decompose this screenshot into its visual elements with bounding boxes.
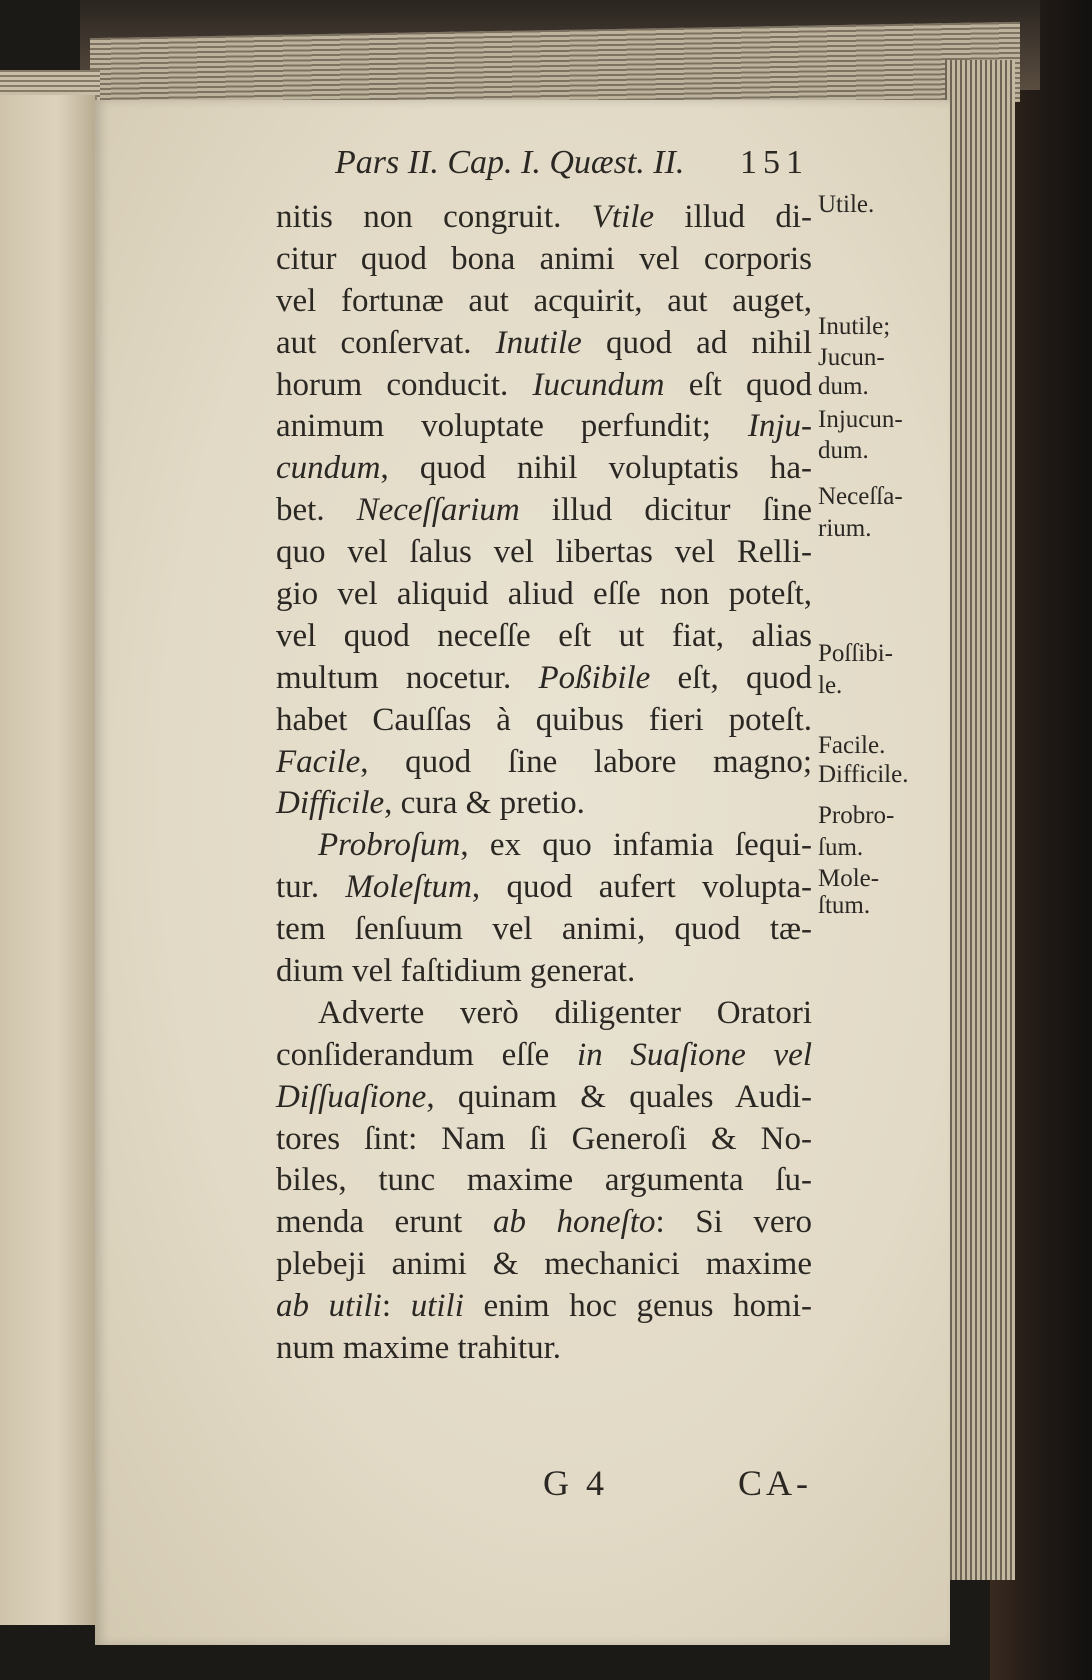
margin-note: Inutile; [818, 313, 891, 340]
italic-term: Probroſum [318, 827, 461, 864]
text-run: , ex quo infamia ſequi- [460, 827, 812, 864]
italic-term: cundum [276, 450, 381, 487]
margin-note: ſum. [818, 834, 864, 861]
text-line [276, 281, 812, 323]
text-line [276, 574, 812, 616]
signature-mark: G 4 [543, 1463, 608, 1503]
italic-term: ab utili [276, 1288, 382, 1325]
text-run: animum voluptate perfundit; [276, 408, 748, 445]
margin-note: Utile. [818, 191, 875, 218]
text-run: , quinam & quales Audi- [426, 1078, 812, 1115]
text-run: : [381, 1288, 411, 1325]
text-line [276, 825, 812, 867]
text-run: quo vel ſalus vel libertas vel Relli- [276, 534, 812, 571]
text-run: tem ſenſuum vel animi, quod tæ- [276, 911, 812, 948]
text-run: Adverte verò diligenter Oratori [318, 994, 812, 1031]
margin-note: dum. [818, 437, 869, 464]
text-run: : Si vero [655, 1204, 813, 1241]
text-line [276, 993, 812, 1035]
text-line [276, 867, 812, 909]
margin-note: Neceſſa- [818, 483, 903, 510]
italic-term: Neceſſarium [356, 492, 520, 529]
text-line [276, 1160, 812, 1202]
margin-note: ſtum. [818, 892, 871, 919]
text-line [276, 1286, 812, 1328]
text-run: aut conſervat. [276, 324, 496, 361]
italic-term: in Suaſione vel [576, 1036, 812, 1073]
text-line [276, 783, 812, 825]
page-number: 151 [740, 144, 809, 181]
text-run: enim hoc genus homi- [463, 1288, 812, 1325]
catchword: CA- [738, 1463, 812, 1503]
text-run: menda erunt [276, 1204, 493, 1241]
text-line [276, 700, 812, 742]
margin-note: Jucun- [818, 344, 885, 371]
italic-term: Iucundum [532, 366, 665, 403]
text-run: , cura & pretio. [384, 785, 585, 822]
text-line [276, 742, 812, 784]
text-line [276, 406, 812, 448]
text-line [276, 1202, 812, 1244]
margin-note: le. [818, 672, 843, 699]
text-run: habet Cauſſas à quibus fieri poteſt. [276, 701, 812, 738]
text-run: bet. [276, 492, 357, 529]
page-edge-stack [945, 60, 1015, 1580]
text-run: biles, tunc maxime argumenta ſu- [276, 1162, 812, 1199]
text-line [276, 239, 812, 281]
italic-term: Moleſtum [345, 869, 472, 906]
text-run: nitis non congruit. [276, 199, 592, 235]
margin-note: Mole- [818, 865, 880, 892]
text-run: illud di- [654, 199, 812, 235]
margin-note: Injucun- [818, 406, 903, 433]
text-run: tur. [276, 869, 346, 906]
text-run: multum nocetur. [276, 659, 539, 696]
left-page [0, 95, 97, 1625]
italic-term: utili [410, 1288, 464, 1325]
text-line [276, 1035, 812, 1077]
text-line [276, 532, 812, 574]
italic-term: Poßibile [538, 659, 651, 696]
text-run: vel quod neceſſe eſt ut fiat, alias [276, 617, 812, 654]
text-run: conſiderandum eſſe [276, 1036, 577, 1073]
margin-note: rium. [818, 515, 872, 542]
margin-note: dum. [818, 373, 869, 400]
text-run: eſt quod [664, 366, 812, 403]
margin-note: Facile. [818, 732, 886, 759]
text-run: , quod ſine labore magno; [360, 743, 812, 780]
text-line [276, 323, 812, 365]
italic-term: Inutile [495, 324, 582, 361]
text-line [276, 1119, 812, 1161]
text-run: eſt, quod [650, 659, 812, 696]
italic-term: Difficile [276, 785, 385, 822]
text-run: quod ad nihil [581, 324, 812, 361]
text-line [276, 951, 812, 993]
text-line [276, 1244, 812, 1286]
text-line [276, 365, 812, 407]
text-line [276, 909, 812, 951]
text-run: vel fortunæ aut acquirit, aut auget, [276, 282, 812, 319]
text-line [276, 1328, 812, 1370]
running-header [335, 144, 809, 182]
italic-term: Diſſuaſione [276, 1078, 427, 1115]
text-line [276, 490, 812, 532]
italic-term: ab honeſto [492, 1204, 656, 1241]
text-run: plebeji animi & mechanici maxime [276, 1246, 812, 1283]
margin-note: Difficile. [818, 761, 909, 788]
margin-note: Probro- [818, 802, 895, 829]
running-title: Pars II. Cap. I. Quæst. II. [335, 144, 685, 181]
text-line [276, 616, 812, 658]
margin-note: Poſſibi- [818, 640, 894, 667]
text-run: , quod nihil voluptatis ha- [380, 450, 812, 487]
text-run: illud dicitur ſine [519, 492, 812, 529]
text-run: num maxime trahitur. [276, 1330, 562, 1367]
text-run: horum conducit. [276, 366, 533, 403]
body-text [276, 197, 812, 1370]
italic-term: Inju- [747, 408, 812, 445]
italic-term: Facile [276, 743, 361, 780]
text-line [276, 448, 812, 490]
text-line [276, 1077, 812, 1119]
text-run: dium vel faſtidium generat. [276, 953, 636, 990]
italic-term: Vtile [591, 199, 655, 235]
text-run: citur quod bona animi vel corporis [276, 240, 812, 277]
text-run: tores ſint: Nam ſi Generoſi & No- [276, 1120, 812, 1157]
text-line [276, 658, 812, 700]
text-run: gio vel aliquid aliud eſſe non poteſt, [276, 576, 812, 613]
text-run: , quod aufert volupta- [471, 869, 812, 906]
text-line [276, 197, 812, 239]
